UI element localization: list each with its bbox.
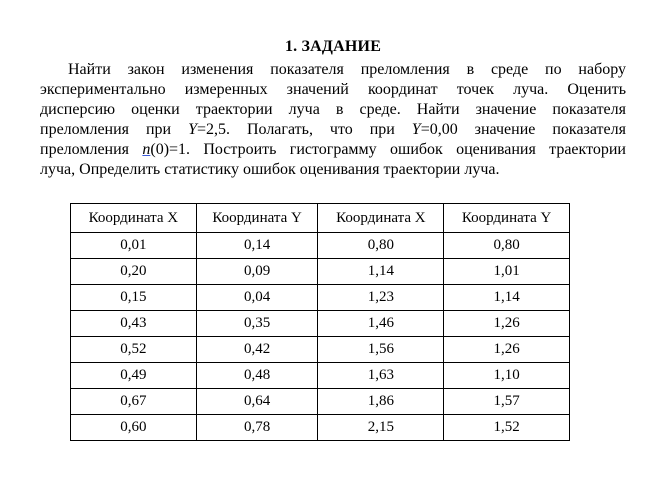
table-cell: 0,14 xyxy=(196,233,318,259)
table-cell: 0,15 xyxy=(71,285,197,311)
variable-y: Y xyxy=(411,121,421,138)
table-cell: 0,60 xyxy=(71,415,197,441)
paragraph-line-1: Найти закон изменения показателя преломления в среде по набору xyxy=(68,61,626,78)
table-cell: 0,04 xyxy=(196,285,318,311)
table-row xyxy=(71,311,570,337)
coordinates-table xyxy=(70,203,570,441)
table-cell: 1,26 xyxy=(444,311,570,337)
table-cell: 0,20 xyxy=(71,259,197,285)
section-heading: 1. ЗАДАНИЕ xyxy=(284,38,382,55)
text-fragment: =0,00 значение показателя xyxy=(420,121,626,138)
table-cell: 0,43 xyxy=(71,311,197,337)
table-row xyxy=(71,389,570,415)
table-row xyxy=(71,363,570,389)
table-cell: 0,52 xyxy=(71,337,197,363)
text-fragment: =2,5. Полагать, что при xyxy=(197,121,412,138)
table-cell: 0,42 xyxy=(196,337,318,363)
table-row xyxy=(71,285,570,311)
paragraph-line-2: экспериментально измеренных значений координат точек луча. Оценить xyxy=(40,81,626,98)
table-row xyxy=(71,259,570,285)
table-cell: 0,80 xyxy=(318,233,444,259)
table-cell: 1,57 xyxy=(444,389,570,415)
table-cell: 1,86 xyxy=(318,389,444,415)
table-cell: 1,01 xyxy=(444,259,570,285)
table-cell: 1,56 xyxy=(318,337,444,363)
variable-y: Y xyxy=(188,121,197,138)
table-row xyxy=(71,233,570,259)
table-cell: 1,14 xyxy=(318,259,444,285)
table-cell: 1,23 xyxy=(318,285,444,311)
table-cell: 1,14 xyxy=(444,285,570,311)
text-fragment: преломления при xyxy=(40,121,189,138)
table-header-row xyxy=(71,204,570,233)
paragraph-line-4 xyxy=(40,120,626,140)
table-cell: 1,10 xyxy=(444,363,570,389)
text-fragment: преломления xyxy=(40,141,143,158)
paragraph-line-3: дисперсию оценки траектории луча в среде. Найти значение показателя xyxy=(40,101,626,118)
text-fragment: (0)=1. Построить гистограмму ошибок оценивания траектории xyxy=(150,141,626,158)
table-cell: 1,63 xyxy=(318,363,444,389)
table-cell: 2,15 xyxy=(318,415,444,441)
paragraph-line-5 xyxy=(40,140,626,160)
column-header: Координата Y xyxy=(196,204,318,233)
column-header: Координата X xyxy=(318,204,444,233)
table-cell: 0,78 xyxy=(196,415,318,441)
table-cell: 0,35 xyxy=(196,311,318,337)
table-cell: 1,52 xyxy=(444,415,570,441)
table-cell: 0,09 xyxy=(196,259,318,285)
table-row xyxy=(71,337,570,363)
table-cell: 0,48 xyxy=(196,363,318,389)
task-paragraph xyxy=(40,60,626,180)
table-cell: 0,64 xyxy=(196,389,318,415)
table-cell: 1,46 xyxy=(318,311,444,337)
table-cell: 0,80 xyxy=(444,233,570,259)
table-cell: 0,49 xyxy=(71,363,197,389)
variable-n: n xyxy=(142,141,151,158)
table-cell: 0,01 xyxy=(71,233,197,259)
table-cell: 0,67 xyxy=(71,389,197,415)
column-header: Координата Y xyxy=(444,204,570,233)
column-header: Координата X xyxy=(71,204,197,233)
table-row xyxy=(71,415,570,441)
table-cell: 1,26 xyxy=(444,337,570,363)
paragraph-line-6: луча, Определить статистику ошибок оценивания траектории луча. xyxy=(40,161,500,178)
